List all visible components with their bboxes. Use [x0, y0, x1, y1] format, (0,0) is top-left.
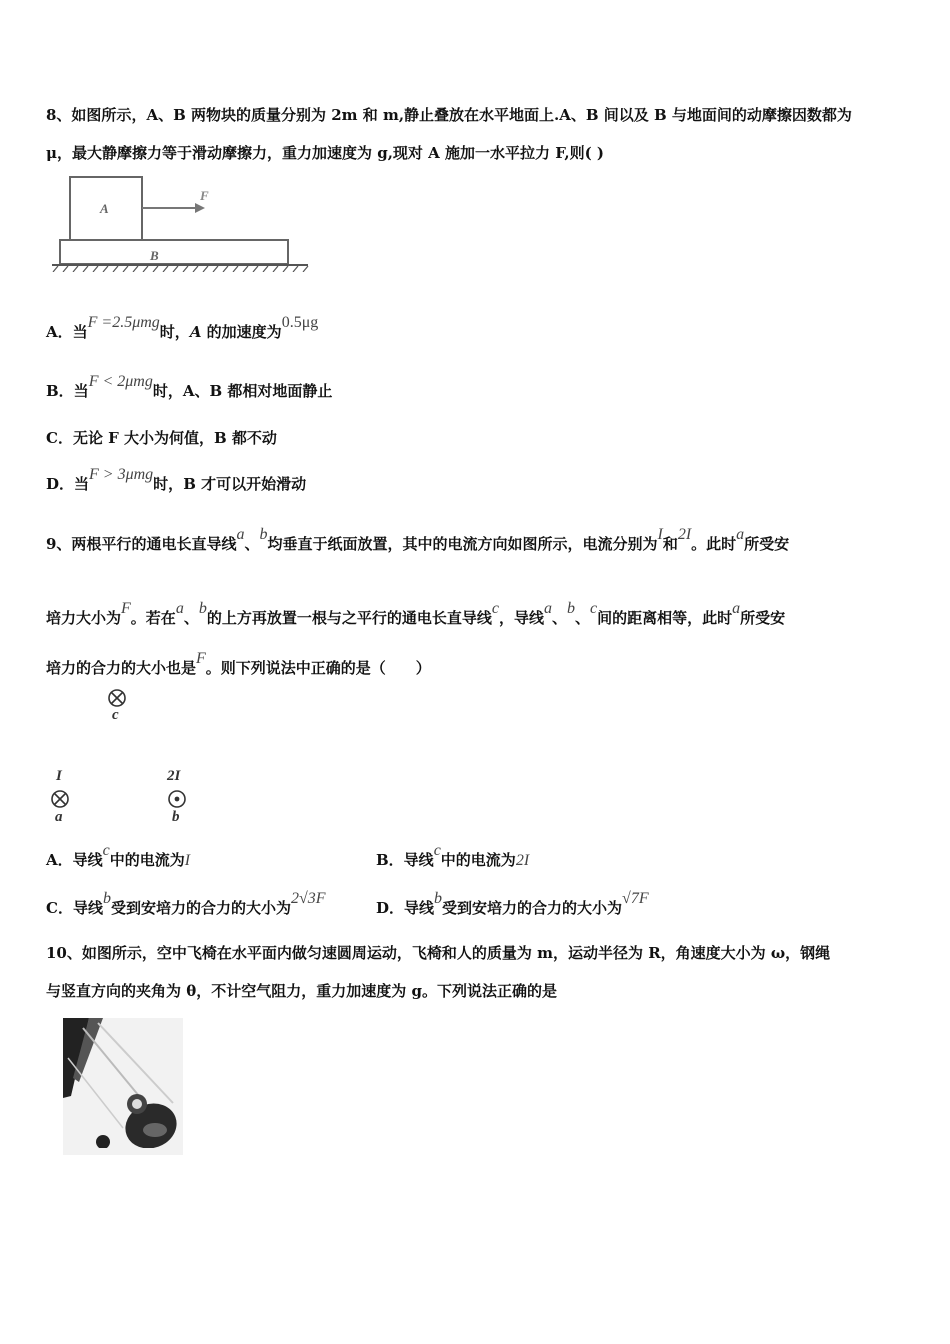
- wire-b-current: 2I: [167, 768, 181, 784]
- q9-option-b: B．导线c中的电流为2I: [376, 842, 530, 869]
- q8-option-a-value: 0.5μg: [281, 314, 319, 331]
- q9-option-c: C．导线b受到安培力的合力的大小为2√3F: [46, 890, 326, 917]
- q8-option-b-condition: F < 2μmg: [88, 373, 153, 390]
- q10-stem-line1: 10、如图所示，空中飞椅在水平面内做匀速圆周运动，飞椅和人的质量为 m，运动半径为 R，角速度大小为 ω，钢绳: [46, 944, 831, 962]
- q8-stem-line1: 8、如图所示，A、B 两物块的质量分别为 2m 和 m,静止叠放在水平地面上.A、B 间以及 B 与地面间的动摩擦因数都为: [46, 106, 852, 124]
- wire-b-label: b: [172, 809, 180, 825]
- q10-stem-line2: 与竖直方向的夹角为 θ，不计空气阻力，重力加速度为 g。下列说法正确的是: [46, 982, 557, 1000]
- block-a-label: A: [100, 201, 109, 216]
- q8-option-b: B．当F < 2μmg时，A、B 都相对地面静止: [46, 373, 333, 400]
- q9-stem-line2: 培力大小为F。若在a、b的上方再放置一根与之平行的通电长直导线c，导线a、b、c间的距离相等，此时a所受安: [46, 600, 786, 627]
- wire-b-out-of-page-icon: [169, 791, 185, 807]
- block-b-label: B: [150, 248, 159, 263]
- block-b-shape: [60, 240, 288, 264]
- q9-stem-line3: 培力的合力的大小也是F。则下列说法中正确的是（ ）: [46, 650, 431, 677]
- q8-stem-line2: μ，最大静摩擦力等于滑动摩擦力，重力加速度为 g,现对 A 施加一水平拉力 F,则( ): [46, 144, 604, 162]
- wire-a-into-page-icon: [52, 791, 68, 807]
- q8-option-c: C．无论 F 大小为何值，B 都不动: [46, 429, 277, 447]
- q8-block-figure: [50, 172, 315, 272]
- q8-option-d-condition: F > 3μmg: [89, 466, 154, 483]
- wire-a-current: I: [56, 768, 62, 784]
- wire-c-label: c: [112, 707, 119, 723]
- force-label: F: [200, 188, 209, 203]
- wire-c-into-page-icon: [109, 690, 125, 706]
- wire-a-label: a: [55, 809, 63, 825]
- q9-stem-line1: 9、两根平行的通电长直导线a、b均垂直于纸面放置，其中的电流方向如图所示，电流分别为I和2I。此时a所受安: [46, 526, 790, 553]
- q8-option-d: D．当F > 3μmg时，B 才可以开始滑动: [46, 466, 307, 493]
- q9-option-d: D．导线b受到安培力的合力的大小为√7F: [376, 890, 649, 917]
- q9-option-a: A．导线c中的电流为I: [46, 842, 191, 869]
- q8-option-a: A．当F =2.5μmg时，A 的加速度为0.5μg: [46, 314, 319, 341]
- q10-flying-chair-photo: [63, 1018, 183, 1155]
- q9-wire-figure: [40, 683, 210, 828]
- q8-option-a-condition: F =2.5μmg: [87, 314, 160, 331]
- force-arrowhead: [195, 203, 205, 213]
- ground-hatching: [53, 266, 308, 272]
